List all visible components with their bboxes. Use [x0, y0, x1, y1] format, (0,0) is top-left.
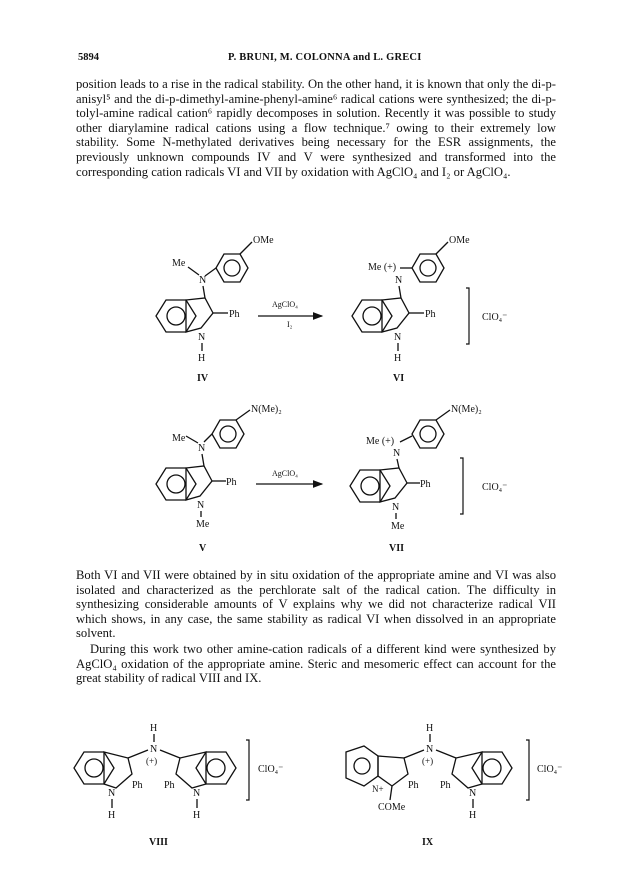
ring-n: N	[197, 500, 205, 511]
label-VII: VII	[389, 543, 405, 554]
ring-n: N	[198, 332, 206, 343]
ring-h: H	[469, 810, 477, 821]
amine-n: N	[393, 448, 401, 459]
phenyl: Ph	[408, 780, 419, 791]
compound-IX-structure	[346, 723, 562, 821]
phenyl: Ph	[420, 479, 431, 490]
counterion: ClO₄⁻	[482, 312, 508, 323]
compound-IV-structure	[156, 235, 274, 364]
label-V: V	[199, 543, 207, 554]
ring-h: H	[108, 810, 116, 821]
substituent-nme2: N(Me)₂	[451, 404, 482, 415]
phenyl: Ph	[132, 780, 143, 791]
amine-n: N	[198, 443, 206, 454]
acyl-group: COMe	[378, 802, 406, 813]
substituent-ome: OMe	[253, 235, 274, 246]
n-methyl: Me	[172, 258, 186, 269]
phenyl: Ph	[164, 780, 175, 791]
amine-n: N	[199, 275, 207, 286]
ring-n: N	[469, 788, 477, 799]
label-IX: IX	[422, 837, 434, 848]
paragraph-other-radicals: During this work two other amine-cation radicals of a different kind were synthesized by AgClO₄ oxidation of the appropriate amine. Steric and mesomeric effect can account for the great stability of radical VIII and IX.	[76, 642, 556, 686]
compound-VII-structure	[350, 404, 507, 532]
counterion: ClO₄⁻	[482, 482, 508, 493]
compound-VI-structure	[352, 235, 507, 364]
substituent-ome: OMe	[449, 235, 470, 246]
bridge-n: N	[426, 744, 434, 755]
bridge-h: H	[150, 723, 158, 734]
compound-V-structure	[156, 404, 282, 530]
paragraph-results: Both VI and VII were obtained by in situ oxidation of the appropriate amine and VI was also isolated and characterized as the perchlorate salt of the radical cation. The difficulty in synthesizing considerable amounts of V explains why we did not characterize radical VII which shows, in any case, the same stability as radical VI when dissolved in an appropriate solvent.	[76, 568, 556, 641]
label-VI: VI	[393, 373, 405, 384]
phenyl: Ph	[440, 780, 451, 791]
running-title: P. BRUNI, M. COLONNA and L. GRECI	[228, 52, 422, 63]
cation-methyl: Me (+)	[368, 262, 397, 273]
reagent-agclo4: AgClO₄	[272, 469, 298, 478]
radical-plus: (+)	[146, 756, 158, 766]
substituent-nme2: N(Me)₂	[251, 404, 282, 415]
ring-n: N	[392, 502, 400, 513]
n-methyl: Me	[172, 433, 186, 444]
ring-h: H	[198, 353, 206, 364]
radical-plus: (+)	[422, 756, 434, 766]
ring-n: N	[394, 332, 402, 343]
bridge-n: N	[150, 744, 158, 755]
bridge-h: H	[426, 723, 434, 734]
ring-n: N	[193, 788, 201, 799]
ring-me: Me	[391, 521, 405, 532]
reagent-i2: I₂	[287, 320, 293, 329]
phenyl: Ph	[425, 309, 436, 320]
ring-h: H	[394, 353, 402, 364]
cation-n: N+	[372, 784, 384, 794]
paragraph-intro: position leads to a rise in the radical stability. On the other hand, it is known that only the di-p-anisyl⁵ and the di-p-dimethyl-amine-phenyl-amine⁶ radical cations were synthesized; the di-p-tolyl-amine radical cation⁶ rapidly decomposes in solution. Recently it was possible to study other diarylamine radical cations using a flow technique.⁷ owing to their extremely low stability. Some N-methylated derivatives being necessary for the ESR assignments, the previously unknown compounds IV and V were synthesized and transformed into the corresponding cation radicals VI and VII by oxidation with AgClO₄ and I₂ or AgClO₄.	[76, 77, 556, 179]
page-number: 5894	[78, 52, 99, 63]
compound-VIII-structure	[74, 723, 283, 821]
label-VIII: VIII	[149, 837, 168, 848]
ring-n: N	[108, 788, 116, 799]
ring-h: H	[193, 810, 201, 821]
counterion: ClO₄⁻	[537, 764, 563, 775]
phenyl: Ph	[229, 309, 240, 320]
amine-n: N	[395, 275, 403, 286]
ring-me: Me	[196, 519, 210, 530]
phenyl: Ph	[226, 477, 237, 488]
cation-methyl: Me (+)	[366, 436, 395, 447]
reagent-agclo4: AgClO₄	[272, 300, 298, 309]
counterion: ClO₄⁻	[258, 764, 284, 775]
label-IV: IV	[197, 373, 209, 384]
